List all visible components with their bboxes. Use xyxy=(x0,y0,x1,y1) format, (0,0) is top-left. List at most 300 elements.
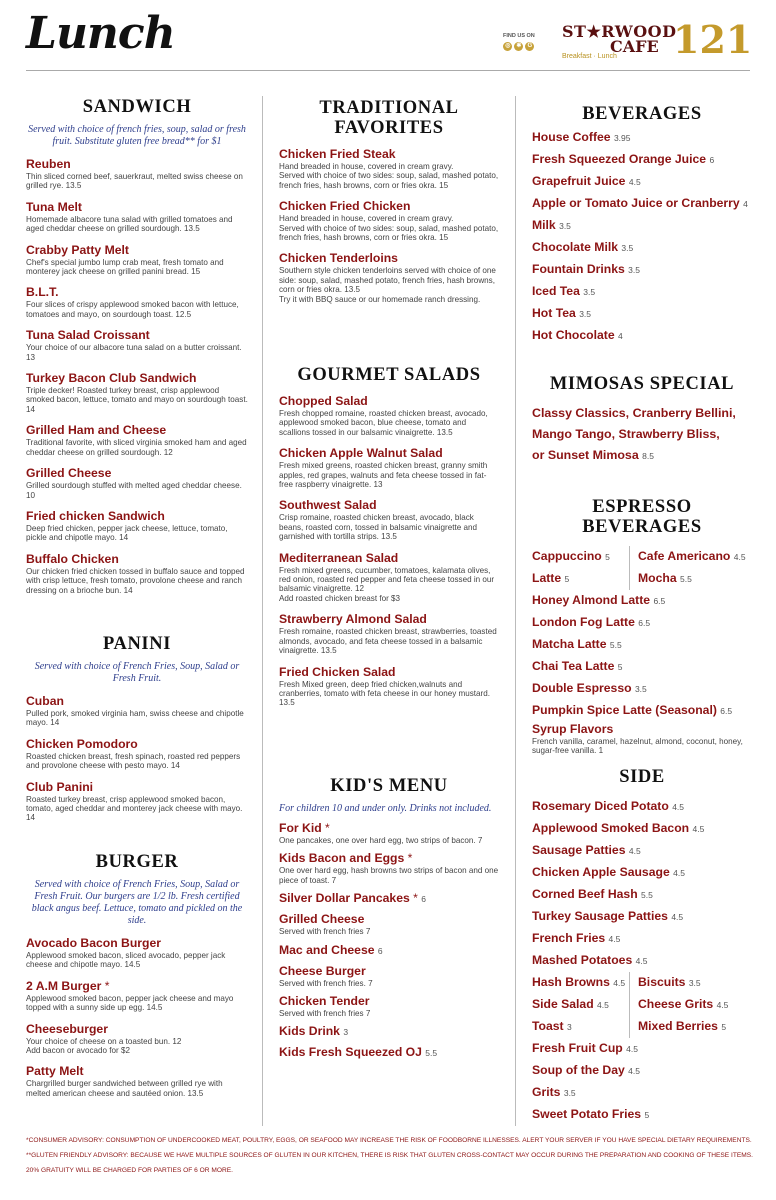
menu-item xyxy=(279,199,499,242)
item-name-row xyxy=(26,1022,248,1036)
header xyxy=(0,0,776,70)
item-description: Fresh mixed greens, roasted chicken breast, granny smith apples, red grapes, walnuts and feta cheese tossed in fat-free raspberry vinaigrette. 13 xyxy=(279,461,488,490)
item-name-row xyxy=(532,1082,752,1104)
item-name: Fried Chicken Salad xyxy=(279,664,396,679)
item-name-row xyxy=(26,285,248,299)
item-name-row xyxy=(26,423,248,437)
item-description: Pulled pork, smoked virginia ham, swiss cheese and chipotle mayo. 14 xyxy=(26,709,244,728)
item-name: Soup of the Day xyxy=(532,1063,625,1077)
menu-item xyxy=(532,862,752,884)
item-name-row xyxy=(26,936,248,950)
menu-item xyxy=(26,509,248,543)
section-heading: ESPRESSO BEVERAGES xyxy=(582,497,702,537)
star-marker: * xyxy=(413,891,418,906)
item-name-row xyxy=(26,157,248,171)
item-name-row xyxy=(26,371,248,385)
split-row xyxy=(532,972,752,994)
footer-advisories xyxy=(26,1133,766,1178)
menu-item xyxy=(532,1104,752,1126)
item-name-row xyxy=(279,251,499,265)
item-description: One pancakes, one over hard egg, two strips of bacon. 7 xyxy=(279,836,483,845)
find-us-label: FIND US ON xyxy=(503,33,535,39)
item-price: 4.5 xyxy=(626,1044,638,1054)
item-description: Four slices of crispy applewood smoked bacon with lettuce, tomatoes and mayo, on sourdough toast. 12.5 xyxy=(26,300,239,319)
menu-item xyxy=(279,551,499,604)
item-name: Matcha Latte xyxy=(532,637,607,651)
item-name: Strawberry Almond Salad xyxy=(279,612,427,627)
menu-item xyxy=(279,394,499,437)
menu-item xyxy=(26,737,248,771)
menu-item xyxy=(279,251,499,304)
menu-item xyxy=(532,325,752,347)
item-name: Hash Browns xyxy=(532,975,610,989)
menu-item xyxy=(279,498,499,541)
menu-item xyxy=(279,994,499,1018)
item-name-row xyxy=(279,498,499,512)
item-name-row xyxy=(532,590,752,612)
item-name-row xyxy=(26,780,248,794)
menu-item xyxy=(630,1016,726,1038)
item-name-row xyxy=(532,1038,752,1060)
split-row xyxy=(532,568,752,590)
item-name: Grilled Ham and Cheese xyxy=(26,423,167,438)
item-price: 4.5 xyxy=(628,846,641,856)
logo-number: 121 xyxy=(673,17,753,62)
menu-item xyxy=(26,371,248,414)
item-name: Chocolate Milk xyxy=(532,240,619,254)
item-name: Iced Tea xyxy=(532,284,580,298)
section-intro: Served with choice of French Fries, Soup, Salad or Fresh Fruit. xyxy=(34,661,240,684)
item-name-row xyxy=(279,551,499,565)
item-name: Club Panini xyxy=(26,779,94,794)
section-heading: KID'S MENU xyxy=(330,776,448,796)
menu-item xyxy=(26,552,248,595)
item-name: Chicken Fried Steak xyxy=(279,147,396,161)
menu-item xyxy=(279,821,499,845)
item-name: Cappuccino xyxy=(532,549,602,563)
item-name: Chicken Apple Sausage xyxy=(532,865,670,879)
item-description: Fresh romaine, roasted chicken breast, strawberries, toasted almonds, avocado, and feta cheese tossed in a balsamic vinaigrette. 13.5 xyxy=(279,627,497,656)
item-name: Corned Beef Hash xyxy=(532,887,638,901)
menu-item xyxy=(630,568,692,590)
item-name-row xyxy=(532,906,752,928)
item-price: 4.5 xyxy=(628,1066,640,1076)
item-name: Sweet Potato Fries xyxy=(532,1107,642,1121)
item-name: Mediterranean Salad xyxy=(279,550,399,565)
item-description: Southern style chicken tenderloins served with choice of one side: soup, salad, mashed potato, french fries, hash browns, corn or fries okra. 13.5 Try it with BBQ sauce or our homemade ranch dressing. xyxy=(279,266,496,304)
syrup-item xyxy=(532,722,752,756)
item-name: Cheeseburger xyxy=(26,1021,108,1036)
item-name-row xyxy=(279,1024,499,1039)
item-price: 5 xyxy=(617,662,623,672)
item-name-row xyxy=(279,1045,499,1060)
item-name-row xyxy=(279,394,499,408)
item-price: 6.5 xyxy=(720,706,733,716)
section-heading: MIMOSAS SPECIAL xyxy=(549,374,735,394)
item-price: 3.5 xyxy=(628,265,640,275)
item-name: Toast xyxy=(532,1019,564,1033)
menu-item xyxy=(532,634,752,656)
section-mimosas xyxy=(532,374,752,467)
item-name: Apple or Tomato Juice or Cranberry xyxy=(532,196,740,210)
item-name-row xyxy=(26,328,248,342)
item-name-row xyxy=(26,694,248,708)
item-name: Tuna Salad Croissant xyxy=(26,328,150,343)
item-name: Side Salad xyxy=(532,997,594,1011)
item-name-row xyxy=(532,818,752,840)
gratuity-note: 20% GRATUITY WILL BE CHARGED FOR PARTIES OF 6 OR MORE. xyxy=(26,1167,234,1174)
item-name-row xyxy=(532,171,752,193)
item-name: Southwest Salad xyxy=(279,498,377,513)
item-name: Patty Melt xyxy=(26,1064,84,1079)
item-price: 4.5 xyxy=(716,1000,729,1010)
item-name: Kids Bacon and Eggs xyxy=(279,851,405,866)
item-name-row xyxy=(532,1104,752,1126)
menu-item xyxy=(532,237,752,259)
item-name: Chopped Salad xyxy=(279,394,368,408)
menu-item xyxy=(532,546,630,568)
menu-item xyxy=(279,665,499,708)
menu-item xyxy=(532,149,752,171)
item-name: French Fries xyxy=(532,931,606,945)
menu-item xyxy=(532,612,752,634)
item-description: Fresh Mixed green, deep fried chicken,walnuts and cranberries, tomato with feta cheese in our honey mustard. 13.5 xyxy=(279,679,490,708)
item-price: 4 xyxy=(618,331,623,341)
item-name: Biscuits xyxy=(638,975,686,989)
menu-item xyxy=(26,1022,248,1056)
menu-item xyxy=(532,678,752,700)
item-description: Chargrilled burger sandwiched between grilled rye with melted american cheese and sautéed onion. 13.5 xyxy=(26,1079,223,1098)
menu-item xyxy=(26,694,248,728)
item-name: Honey Almond Latte xyxy=(532,593,651,607)
item-price: 5 xyxy=(721,1022,727,1032)
item-name: Turkey Sausage Patties xyxy=(532,909,668,923)
section-heading: TRADITIONAL FAVORITES xyxy=(319,98,459,138)
item-description: Homemade albacore tuna salad with grilled tomatoes and aged cheddar cheese on grilled sourdough. 13.5 xyxy=(26,214,233,234)
item-name-row xyxy=(26,552,248,566)
item-name-row xyxy=(532,303,752,325)
column-divider xyxy=(262,96,263,1126)
item-name: Chai Tea Latte xyxy=(532,659,615,673)
logo-line2: CAFE xyxy=(610,37,659,56)
item-name: Cheese Grits xyxy=(638,997,714,1011)
item-name: Fountain Drinks xyxy=(532,262,625,276)
yelp-icon[interactable]: ✱ xyxy=(516,43,522,49)
item-price: 4.5 xyxy=(608,934,621,944)
item-name-row xyxy=(532,259,752,281)
menu-item xyxy=(279,891,499,906)
item-description: Served with french fries 7 xyxy=(279,927,371,937)
item-description: Served with french fries 7 xyxy=(279,1009,371,1019)
section-heading: PANINI xyxy=(102,634,171,654)
item-name-row xyxy=(279,665,499,679)
menu-item xyxy=(532,928,752,950)
menu-item xyxy=(279,964,499,988)
item-name-row xyxy=(532,215,752,237)
item-description: Your choice of cheese on a toasted bun. 12 Add bacon or avocado for $2 xyxy=(26,1036,182,1056)
item-name-row xyxy=(532,237,752,259)
google-icon[interactable]: G xyxy=(525,42,534,51)
item-name: Chicken Tenderloins xyxy=(279,251,398,266)
item-description: One over hard egg, hash browns two strips of bacon and one piece of toast. 7 xyxy=(279,866,499,885)
item-name: Kids Drink xyxy=(279,1024,340,1039)
mimosa-line: or Sunset Mimosa xyxy=(532,448,639,462)
item-name: Fried chicken Sandwich xyxy=(26,508,165,523)
item-price: 4.5 xyxy=(597,1000,609,1010)
item-name: Grilled Cheese xyxy=(279,912,365,927)
item-name: Reuben xyxy=(26,157,71,171)
item-description: Triple decker! Roasted turkey breast, crisp applewood smoked bacon, lettuce, tomato and mayo on sourdough toast. 14 xyxy=(26,386,248,414)
item-price: 5.5 xyxy=(609,640,622,650)
item-name: For Kid xyxy=(279,821,322,835)
menu-item xyxy=(279,1045,499,1060)
item-name: Fresh Fruit Cup xyxy=(532,1041,623,1055)
menu-item xyxy=(630,972,701,994)
item-price: 3.5 xyxy=(579,309,592,319)
logo-tagline: Breakfast · Lunch xyxy=(562,53,617,60)
item-name: Mocha xyxy=(638,571,677,585)
header-divider xyxy=(26,70,750,71)
page-title: Lunch xyxy=(26,8,175,59)
menu-item xyxy=(532,1060,752,1082)
item-name: London Fog Latte xyxy=(532,615,635,629)
item-description: Thin sliced corned beef, sauerkraut, melted swiss cheese on grilled rye. 13.5 xyxy=(26,172,243,191)
menu-item xyxy=(532,171,752,193)
item-price: 4.5 xyxy=(613,978,626,988)
item-name-row xyxy=(26,243,248,257)
item-name-row xyxy=(532,678,752,700)
item-price: 4.5 xyxy=(733,552,746,562)
item-name: Avocado Bacon Burger xyxy=(26,936,161,950)
item-description: Roasted turkey breast, crisp applewood smoked bacon, tomato, aged cheddar and monterey jack cheese with mayo. 14 xyxy=(26,794,243,823)
item-price: 5 xyxy=(605,552,610,562)
menu-item xyxy=(26,200,248,234)
section-intro: Served with choice of French Fries, Soup, Salad or Fresh Fruit. Our burgers are 1/2 lb. Fresh certified black angus beef. Lettuce, tomato and pickled on the side. xyxy=(31,879,243,926)
item-name: Milk xyxy=(532,218,556,232)
menu-item xyxy=(26,243,248,277)
gluten-advisory: **GLUTEN FRIENDLY ADVISORY: BECAUSE WE HAVE MULTIPLE SOURCES OF GLUTEN IN OUR KITCHEN, THERE IS RISK THAT GLUTEN CROSS-CONTACT MAY OCCUR DURING THE PREPARATION AND COOKING OF THESE ITEMS. xyxy=(26,1152,754,1159)
item-name: Tuna Melt xyxy=(26,199,82,214)
item-description: Applewood smoked bacon, pepper jack cheese and mayo topped with a sunny side up egg. 14.5 xyxy=(26,993,234,1013)
item-name: B.L.T. xyxy=(26,285,59,300)
section-intro: For children 10 and under only. Drinks not included. xyxy=(279,803,492,814)
menu-item xyxy=(532,994,630,1016)
item-price: 3.5 xyxy=(688,978,701,988)
item-description: Grilled sourdough stuffed with melted aged cheddar cheese. 10 xyxy=(26,481,242,500)
menu-item xyxy=(532,193,752,215)
item-description: Fresh mixed greens, cucumber, tomatoes, kalamata olives, red onion, roasted red pepper and feta cheese tossed in our balsamic vinaigrette. 12 Add roasted chicken breast for $3 xyxy=(279,565,495,603)
section-heading: BURGER xyxy=(95,852,179,872)
section-side xyxy=(532,767,752,1126)
item-description: Served with french fries. 7 xyxy=(279,978,373,988)
item-price: 3.5 xyxy=(621,243,634,253)
menu-item xyxy=(532,568,630,590)
item-name: Mashed Potatoes xyxy=(532,953,633,967)
star-marker: * xyxy=(325,821,330,835)
item-price: 3.5 xyxy=(559,221,571,231)
social-links xyxy=(503,33,535,51)
menu-item xyxy=(26,936,248,970)
logo-line1: ST★RWOOD xyxy=(562,22,677,41)
section-intro: Served with choice of french fries, soup, salad or fresh fruit. Substitute gluten free bread** for $1 xyxy=(28,124,246,147)
section-salads xyxy=(279,365,499,708)
item-name-row xyxy=(26,979,248,993)
column-divider xyxy=(515,96,516,1126)
menu-item xyxy=(532,1082,752,1104)
menu-item xyxy=(26,1064,248,1098)
menu-item xyxy=(26,328,248,362)
item-description: French vanilla, caramel, hazelnut, almond, coconut, honey, sugar-free vanilla. 1 xyxy=(532,737,743,756)
item-description: Crisp romaine, roasted chicken breast, avocado, black beans, roasted corn, tossed in balsamic vinaigrette and garnished with tortilla strips. 13.5 xyxy=(279,513,477,542)
item-price: 5 xyxy=(644,1110,650,1120)
item-name: Crabby Patty Melt xyxy=(26,242,129,257)
item-description: Our chicken fried chicken tossed in buffalo sauce and topped with crisp lettuce, fresh tomato, provolone cheese and ranch dressing on a brioche bun. 14 xyxy=(26,566,245,595)
section-heading: BEVERAGES xyxy=(582,104,702,124)
section-kids xyxy=(279,776,499,1060)
item-name: Latte xyxy=(532,571,562,585)
item-name: Grilled Cheese xyxy=(26,466,112,481)
section-panini xyxy=(26,634,248,823)
menu-item xyxy=(532,259,752,281)
menu-item xyxy=(26,423,248,457)
item-price: 5.5 xyxy=(641,890,653,900)
item-name: Grapefruit Juice xyxy=(532,174,626,188)
item-name: Turkey Bacon Club Sandwich xyxy=(26,371,197,386)
item-name: Mixed Berries xyxy=(638,1019,718,1033)
consumer-advisory: *CONSUMER ADVISORY: CONSUMPTION OF UNDERCOOKED MEAT, POULTRY, EGGS, OR SEAFOOD MAY INCREASE THE RISK OF FOODBORNE ILLNESSES. ALERT YOUR SERVER IF YOU HAVE SPECIAL DIETARY REQUIREMENTS. xyxy=(26,1137,752,1144)
menu-item xyxy=(279,912,499,936)
item-name-row xyxy=(532,840,752,862)
item-name-row xyxy=(279,891,499,906)
item-description: Deep fried chicken, pepper jack cheese, lettuce, tomato, pickle and chipotle mayo. 14 xyxy=(26,523,228,543)
item-name-row xyxy=(532,149,752,171)
item-name: Silver Dollar Pancakes xyxy=(279,891,410,906)
item-name: Cuban xyxy=(26,694,64,708)
section-burger xyxy=(26,852,248,1098)
menu-item xyxy=(532,656,752,678)
mimosa-line: Mango Tango, Strawberry Bliss, xyxy=(532,427,720,441)
item-price: 5.5 xyxy=(680,574,692,584)
menu-item xyxy=(279,147,499,190)
menu-item xyxy=(26,979,248,1013)
item-name: Pumpkin Spice Latte (Seasonal) xyxy=(532,703,717,717)
item-name: Chicken Apple Walnut Salad xyxy=(279,446,443,461)
item-name: 2 A.M Burger xyxy=(26,978,102,993)
menu-item xyxy=(532,1016,630,1038)
section-heading: GOURMET SALADS xyxy=(297,365,481,385)
item-description: Fresh chopped romaine, roasted chicken breast, avocado, applewood smoked bacon, blue cheese, tomato and scallions tossed in our balsamic vinaigrette. 13.5 xyxy=(279,409,488,437)
item-price: 4.5 xyxy=(673,868,685,878)
item-name-row xyxy=(532,656,752,678)
item-price: 8.5 xyxy=(642,451,654,461)
item-price: 3.5 xyxy=(634,684,647,694)
item-name: House Coffee xyxy=(532,130,611,144)
item-name-row xyxy=(532,1060,752,1082)
mimosa-line: Classy Classics, Cranberry Bellini, xyxy=(532,406,736,420)
item-name: Cafe Americano xyxy=(638,549,731,563)
menu-item xyxy=(279,612,499,655)
item-name-row xyxy=(26,466,248,480)
menu-item xyxy=(532,840,752,862)
section-traditional xyxy=(279,98,499,304)
menu-item xyxy=(630,994,728,1016)
item-price: 5 xyxy=(564,574,570,584)
item-price: 3 xyxy=(343,1027,349,1038)
menu-item xyxy=(532,950,752,972)
item-price: 4 xyxy=(743,199,748,209)
item-name-row xyxy=(532,325,752,347)
item-price: 4.5 xyxy=(671,912,684,922)
item-name-row xyxy=(532,634,752,656)
item-price: 4.5 xyxy=(628,177,641,187)
section-sandwich xyxy=(26,97,248,595)
menu-item xyxy=(26,466,248,500)
item-name: Grits xyxy=(532,1085,561,1099)
item-name-row xyxy=(26,509,248,523)
menu-item xyxy=(532,818,752,840)
item-name: Chicken Fried Chicken xyxy=(279,199,411,214)
cafe-logo xyxy=(560,17,755,62)
item-name: Applewood Smoked Bacon xyxy=(532,821,690,835)
item-name-row xyxy=(26,200,248,214)
menu-item xyxy=(630,546,746,568)
item-price: 6 xyxy=(377,945,383,956)
item-name-row xyxy=(279,943,499,958)
menu-item xyxy=(279,943,499,958)
item-name-row xyxy=(532,884,752,906)
item-name-row xyxy=(532,950,752,972)
item-name: Hot Chocolate xyxy=(532,328,615,342)
item-name: Rosemary Diced Potato xyxy=(532,799,669,813)
item-name-row xyxy=(532,281,752,303)
item-price: 4.5 xyxy=(692,824,705,834)
menu-item xyxy=(532,906,752,928)
item-description: Roasted chicken breast, fresh spinach, roasted red peppers and provolone cheese with pesto mayo. 14 xyxy=(26,751,241,771)
section-espresso xyxy=(532,497,752,756)
menu-item xyxy=(532,303,752,325)
instagram-icon[interactable]: ◎ xyxy=(505,43,511,49)
menu-item xyxy=(532,796,752,818)
item-name: Syrup Flavors xyxy=(532,722,614,736)
item-name-row xyxy=(279,199,499,213)
item-name-row xyxy=(26,1064,248,1078)
item-price: 3.95 xyxy=(613,133,631,143)
item-price: 4.5 xyxy=(672,802,685,812)
item-name: Chicken Pomodoro xyxy=(26,736,138,751)
item-description: Your choice of our albacore tuna salad on a butter croissant. 13 xyxy=(26,343,242,362)
item-price: 6.5 xyxy=(653,596,666,606)
menu-item xyxy=(532,1038,752,1060)
section-beverages xyxy=(532,104,752,347)
section-heading: SANDWICH xyxy=(82,97,192,117)
item-name-row xyxy=(532,796,752,818)
star-marker: * xyxy=(104,978,110,993)
item-description: Hand breaded in house, covered in cream gravy. Served with choice of two sides: soup, salad, mashed potato, french fries, hash browns, corn or fries okra. 15 xyxy=(279,214,499,243)
item-name-row xyxy=(532,127,752,149)
menu-item xyxy=(532,700,752,722)
item-name-row xyxy=(279,964,499,978)
item-name-row xyxy=(532,612,752,634)
menu-item xyxy=(532,972,630,994)
split-row xyxy=(532,994,752,1016)
menu-item xyxy=(532,884,752,906)
item-name-row xyxy=(532,862,752,884)
split-row xyxy=(532,1016,752,1038)
section-heading: SIDE xyxy=(619,767,665,787)
item-name: Buffalo Chicken xyxy=(26,551,119,566)
item-name-row xyxy=(26,737,248,751)
item-name-row xyxy=(279,612,499,626)
